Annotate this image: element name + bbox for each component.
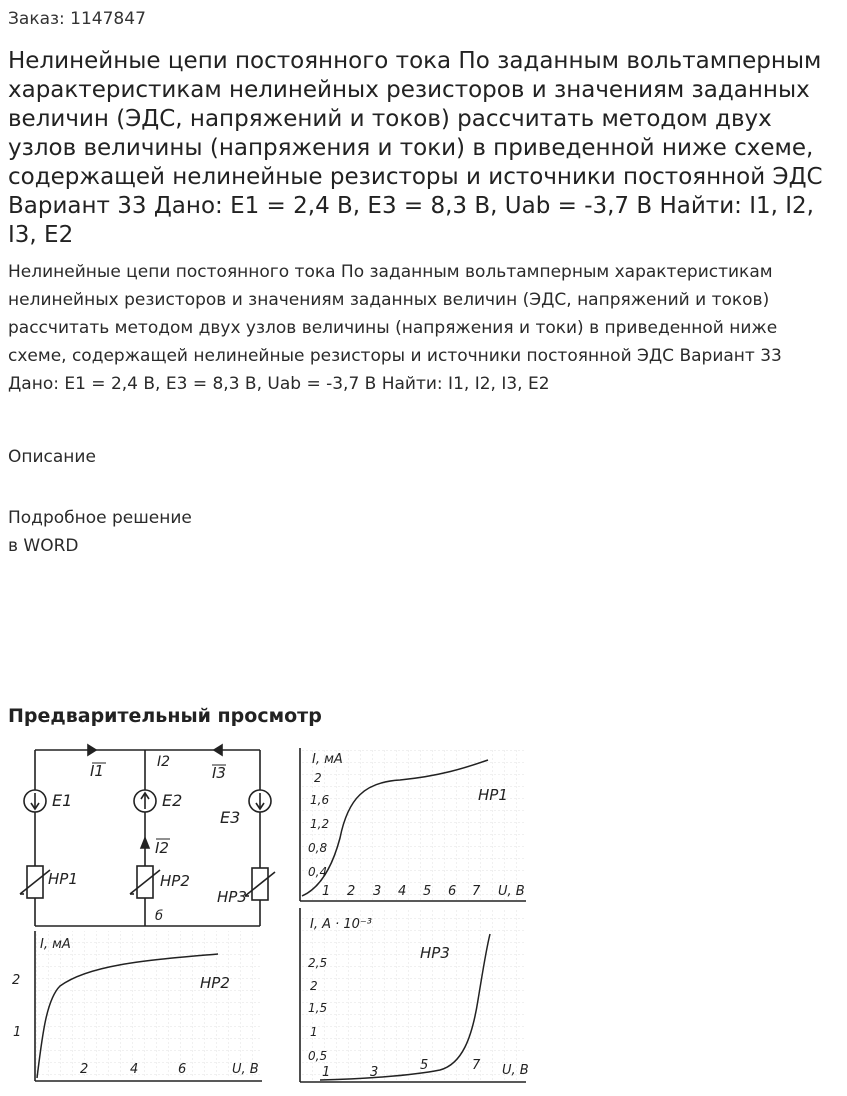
order-number: Заказ: 1147847 [8, 9, 146, 29]
hp3-ytick-1-5: 1,5 [308, 1001, 328, 1015]
hp2-curve-label: НР2 [200, 974, 230, 992]
source-label-e1: E1 [52, 791, 73, 810]
hp3-curve-label: НР3 [420, 944, 450, 962]
hp2-xtick-6: 6 [178, 1062, 187, 1077]
hp1-xtick-7: 7 [472, 884, 481, 899]
hp3-xtick-7: 7 [472, 1058, 481, 1073]
solution-line-2: в WORD [8, 536, 79, 556]
hp1-ytick-1-6: 1,6 [310, 793, 330, 807]
hp1-xtick-6: 6 [448, 884, 457, 899]
page-title: Нелинейные цепи постоянного тока По заданным вольтамперным характеристикам нелинейных резисторов и значениям заданных величин (ЭДС, напряжений и токов) рассчитать методом двух узлов величины (напряжения и токи) в приведенной ниже схеме, содержащей нелинейные резисторы и источники постоянной ЭДС Вариант 33 Дано: E1 = 2,4 В, E3 = 8,3 В, Uab = -3,7 В Найти: I1, I2, I3, E2 [8, 48, 823, 248]
source-label-e2: E2 [162, 791, 183, 810]
hp3-ylabel: I, А · 10⁻³ [310, 917, 373, 932]
hp3-ytick-2: 2 [310, 979, 318, 993]
node-label-b: б [155, 909, 164, 924]
resistor-label-hp2: НР2 [160, 872, 190, 890]
hp3-xtick-3: 3 [370, 1065, 379, 1080]
hp3-ytick-0-5: 0,5 [308, 1049, 328, 1063]
hp3-ytick-2-5: 2,5 [308, 956, 328, 970]
hp2-ytick-1: 1 [13, 1025, 22, 1040]
resistor-label-hp3: НР3 [217, 888, 247, 906]
graph-hp1 [300, 748, 526, 901]
hp1-ylabel: I, мА [312, 752, 343, 767]
preview-scan-svg [0, 738, 540, 1088]
hp1-xtick-2: 2 [347, 884, 356, 899]
current-label-i3: I3 [212, 764, 226, 782]
hp1-xlabel: U, В [498, 884, 525, 899]
hp3-xtick-5: 5 [420, 1058, 429, 1073]
source-label-e3: E3 [220, 808, 241, 827]
hp1-xtick-1: 1 [322, 884, 331, 899]
graph-hp3 [300, 908, 529, 1082]
hp1-xtick-5: 5 [423, 884, 432, 899]
scanned-preview-image [0, 738, 540, 1088]
hp1-ytick-0-4: 0,4 [308, 865, 328, 879]
current-label-i2: I2 [155, 839, 169, 857]
task-description: Нелинейные цепи постоянного тока По заданным вольтамперным характеристикам нелинейных резисторов и значениям заданных величин (ЭДС, напряжений и токов) рассчитать методом двух узлов величины (напряжения и токи) в приведенной ниже схеме, содержащей нелинейные резисторы и источники постоянной ЭДС Вариант 33 Дано: E1 = 2,4 В, E3 = 8,3 В, Uab = -3,7 В Найти: I1, I2, I3, E2 [8, 262, 782, 394]
resistor-label-hp1: НР1 [48, 870, 78, 888]
hp3-xlabel: U, В [502, 1063, 529, 1078]
solution-line-1: Подробное решение [8, 508, 192, 528]
hp2-xtick-2: 2 [80, 1062, 89, 1077]
hp2-ytick-2: 2 [12, 973, 21, 988]
hp1-xtick-3: 3 [373, 884, 382, 899]
description-heading: Описание [8, 447, 96, 467]
graph-hp2 [12, 931, 262, 1081]
hp1-ytick-1-2: 1,2 [310, 817, 330, 831]
current-label-i1: I1 [90, 762, 104, 780]
hp3-ytick-1: 1 [310, 1025, 318, 1039]
hp2-xtick-4: 4 [130, 1062, 139, 1077]
hp1-ytick-2: 2 [314, 771, 322, 785]
hp1-ytick-0-8: 0,8 [308, 841, 328, 855]
current-label-i2-top: I2 [157, 754, 171, 770]
hp1-xtick-4: 4 [398, 884, 407, 899]
hp1-curve-label: НР1 [478, 786, 508, 804]
preview-heading: Предварительный просмотр [8, 705, 322, 727]
hp3-xtick-1: 1 [322, 1065, 331, 1080]
hp2-xlabel: U, В [232, 1062, 259, 1077]
hp2-ylabel: I, мА [40, 937, 71, 952]
